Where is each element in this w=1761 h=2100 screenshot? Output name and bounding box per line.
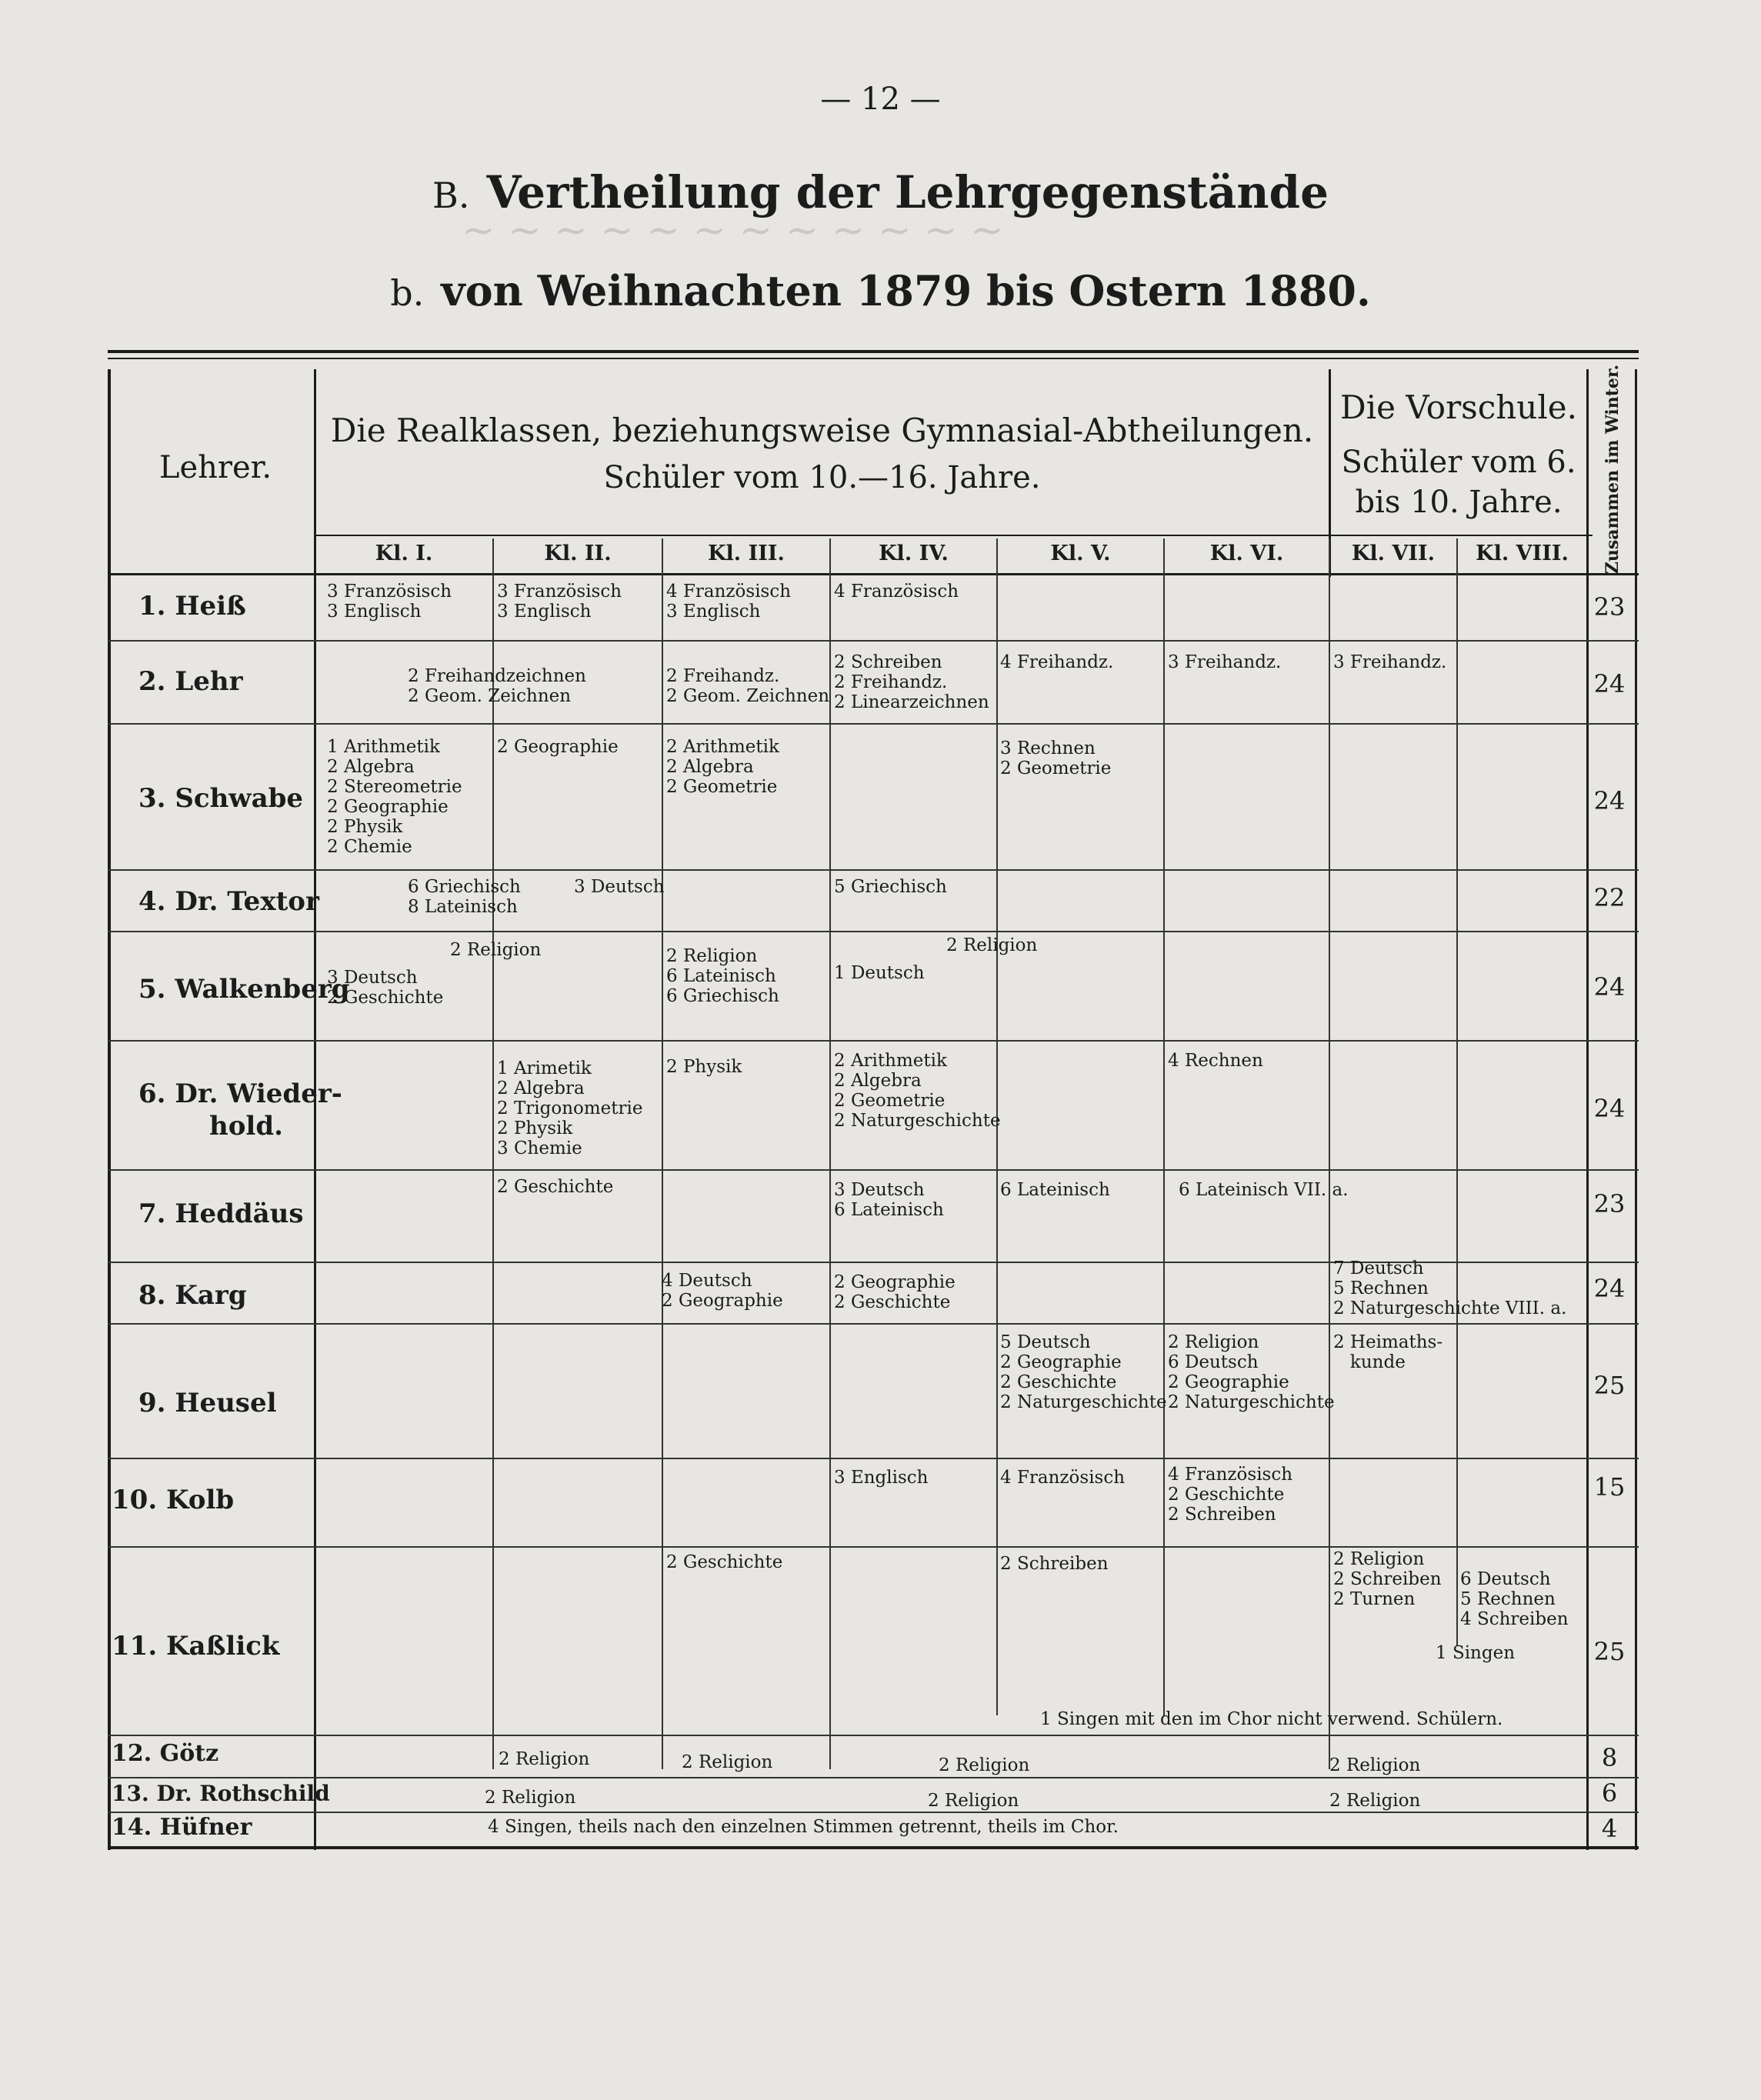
cell-subjects: 6 Deutsch 5 Rechnen 4 Schreiben xyxy=(1460,1569,1569,1629)
row-sep-8 xyxy=(108,1323,1639,1325)
total-value: 23 xyxy=(1593,592,1626,622)
row-sep-2 xyxy=(108,723,1639,725)
rule-classes-bottom xyxy=(108,573,1639,575)
cell-subjects: 3 Englisch xyxy=(834,1468,929,1488)
cell-subjects: 2 Religion xyxy=(1329,1755,1421,1775)
cell-subjects: 2 Religion xyxy=(928,1791,1019,1811)
rule-header-bottom xyxy=(315,535,1593,536)
row-sep-9 xyxy=(108,1458,1639,1459)
col-teacher-sep xyxy=(314,369,316,1850)
cell-subjects: 5 Griechisch xyxy=(834,877,947,897)
cell-subjects: 4 Französisch xyxy=(834,582,959,602)
cell-subjects: 1 Arimetik 2 Algebra 2 Trigonometrie 2 Physik 3 Chemie xyxy=(497,1058,643,1158)
cell-subjects: 3 Französisch 3 Englisch xyxy=(497,582,622,622)
title-text: Vertheilung der Lehrgegenstände xyxy=(486,166,1329,218)
cell-subjects: 2 Religion xyxy=(1329,1791,1421,1811)
cell-subjects: 2 Religion xyxy=(682,1752,773,1772)
teacher-name: 3. Schwabe xyxy=(138,783,304,814)
class-5: Kl. V. xyxy=(1050,542,1111,565)
class-7: Kl. VII. xyxy=(1351,542,1436,565)
total-value: 25 xyxy=(1593,1637,1626,1666)
total-value: 24 xyxy=(1593,786,1626,815)
total-value: 24 xyxy=(1593,669,1626,698)
cell-subjects: 2 Freihandzeichnen 2 Geom. Zeichnen xyxy=(408,666,586,706)
teacher-name: 10. Kolb xyxy=(112,1485,235,1515)
frame-left xyxy=(108,369,111,1850)
title-letter: B. xyxy=(432,175,470,216)
cell-subjects: 1 Singen mit den im Chor nicht verwend. Schülern. xyxy=(1040,1709,1503,1729)
row-sep-11 xyxy=(108,1735,1639,1736)
page-subtitle xyxy=(0,266,1761,315)
subtitle-letter: b. xyxy=(390,272,425,314)
cell-subjects: 2 Geographie xyxy=(497,737,619,757)
cell-subjects: 3 Deutsch 2 Geschichte xyxy=(327,968,444,1008)
cell-subjects: 1 Deutsch xyxy=(834,963,925,983)
cell-subjects: 3 Freihandz. xyxy=(1333,652,1447,672)
cell-subjects: 2 Religion 2 Schreiben 2 Turnen xyxy=(1333,1549,1442,1609)
class-4: Kl. IV. xyxy=(879,542,949,565)
cell-subjects: 2 Arithmetik 2 Algebra 2 Geometrie 2 Naturgeschichte xyxy=(834,1051,1001,1131)
row-sep-3 xyxy=(108,869,1639,871)
teacher-name: 13. Dr. Rothschild xyxy=(112,1781,330,1806)
cell-subjects: 2 Arithmetik 2 Algebra 2 Geometrie xyxy=(666,737,779,797)
cell-subjects: 3 Deutsch 6 Lateinisch xyxy=(834,1180,944,1220)
bleed-through-text: ~ ~ ~ ~ ~ ~ ~ ~ ~ ~ ~ ~ xyxy=(462,208,1004,254)
cell-subjects: 4 Rechnen xyxy=(1168,1051,1263,1071)
total-value: 22 xyxy=(1593,883,1626,912)
col-sep-5 xyxy=(1163,538,1165,1715)
cell-subjects: 2 Religion xyxy=(499,1749,590,1769)
header-vor-sub2: bis 10. Jahre. xyxy=(1355,485,1563,520)
row-sep-4 xyxy=(108,931,1639,932)
cell-subjects: 2 Religion xyxy=(450,940,542,960)
total-value: 4 xyxy=(1601,1814,1618,1843)
cell-subjects: 2 Schreiben xyxy=(1000,1554,1109,1574)
class-8: Kl. VIII. xyxy=(1476,542,1569,565)
cell-subjects: 2 Geschichte xyxy=(497,1177,614,1197)
total-value: 25 xyxy=(1593,1371,1626,1400)
cell-subjects: 2 Religion xyxy=(939,1755,1030,1775)
cell-subjects: 2 Heimaths- kunde xyxy=(1333,1332,1443,1372)
teacher-name: 9. Heusel xyxy=(138,1388,277,1418)
cell-subjects: 4 Französisch xyxy=(1000,1468,1126,1488)
cell-subjects: 4 Französisch 2 Geschichte 2 Schreiben xyxy=(1168,1465,1293,1525)
header-total-text: Zusammen im Winter. xyxy=(1603,364,1623,575)
cell-subjects: 2 Physik xyxy=(666,1057,742,1077)
cell-subjects: 6 Lateinisch xyxy=(1000,1180,1110,1200)
total-value: 15 xyxy=(1593,1472,1626,1502)
cell-subjects: 5 Deutsch 2 Geographie 2 Geschichte 2 Naturgeschichte xyxy=(1000,1332,1167,1412)
cell-subjects: 6 Griechisch 8 Lateinisch xyxy=(408,877,521,917)
cell-subjects: 4 Singen, theils nach den einzelnen Stimmen getrennt, theils im Chor. xyxy=(488,1817,1119,1837)
row-sep-6 xyxy=(108,1169,1639,1171)
teacher-name: 8. Karg xyxy=(138,1280,247,1311)
total-value: 24 xyxy=(1593,972,1626,1002)
cell-subjects: 2 Schreiben 2 Freihandz. 2 Linearzeichnen xyxy=(834,652,989,712)
class-3: Kl. III. xyxy=(708,542,785,565)
cell-subjects: 6 Lateinisch VII. a. xyxy=(1179,1180,1349,1200)
total-value: 24 xyxy=(1593,1094,1626,1123)
rule-bottom xyxy=(108,1846,1639,1849)
teacher-name: 6. Dr. Wieder- xyxy=(138,1078,342,1109)
total-value: 24 xyxy=(1593,1274,1626,1303)
cell-subjects: 4 Freihandz. xyxy=(1000,652,1114,672)
cell-subjects: 3 Deutsch xyxy=(574,877,665,897)
teacher-name: 11. Kaßlick xyxy=(112,1631,280,1662)
class-1: Kl. I. xyxy=(375,542,433,565)
rule-top-2 xyxy=(108,358,1639,359)
cell-subjects: 4 Deutsch 2 Geographie xyxy=(662,1271,783,1311)
rule-top-1 xyxy=(108,350,1639,353)
row-sep-13 xyxy=(108,1812,1639,1813)
cell-subjects: 2 Geographie 2 Geschichte xyxy=(834,1272,956,1312)
cell-subjects: 3 Französisch 3 Englisch xyxy=(327,582,452,622)
row-sep-1 xyxy=(108,640,1639,642)
cell-subjects: 4 Französisch 3 Englisch xyxy=(666,582,792,622)
teacher-name-cont: hold. xyxy=(209,1111,283,1142)
cell-subjects: 2 Geschichte xyxy=(666,1552,783,1572)
cell-subjects: 2 Religion 6 Lateinisch 6 Griechisch xyxy=(666,946,779,1006)
header-real-sub: Schüler vom 10.—16. Jahre. xyxy=(603,460,1041,495)
cell-subjects: 1 Arithmetik 2 Algebra 2 Stereometrie 2 Geographie 2 Physik 2 Chemie xyxy=(327,737,462,857)
teacher-name: 14. Hüfner xyxy=(112,1814,252,1841)
class-6: Kl. VI. xyxy=(1209,542,1284,565)
cell-subjects: 2 Religion 6 Deutsch 2 Geographie 2 Naturgeschichte xyxy=(1168,1332,1335,1412)
header-total xyxy=(1589,364,1636,575)
total-value: 8 xyxy=(1601,1743,1618,1772)
total-value: 6 xyxy=(1601,1778,1618,1808)
total-value: 23 xyxy=(1593,1189,1626,1218)
class-2: Kl. II. xyxy=(544,542,612,565)
cell-subjects: 2 Religion xyxy=(946,935,1038,955)
cell-subjects: 2 Freihandz. 2 Geom. Zeichnen xyxy=(666,666,830,706)
row-sep-5 xyxy=(108,1040,1639,1042)
cell-subjects: 3 Freihandz. xyxy=(1168,652,1282,672)
cell-subjects: 3 Rechnen 2 Geometrie xyxy=(1000,738,1112,778)
header-real-title: Die Realklassen, beziehungsweise Gymnasial-Abtheilungen. xyxy=(330,412,1314,449)
teacher-name: 1. Heiß xyxy=(138,591,246,622)
teacher-name: 2. Lehr xyxy=(138,666,243,697)
header-teacher: Lehrer. xyxy=(158,450,272,485)
teacher-name: 7. Heddäus xyxy=(138,1198,304,1229)
row-sep-10 xyxy=(108,1546,1639,1548)
page-title xyxy=(0,166,1761,218)
col-sep-7 xyxy=(1456,538,1458,1646)
cell-subjects: 1 Singen xyxy=(1436,1643,1516,1663)
row-sep-12 xyxy=(108,1777,1639,1778)
header-vor-sub1: Schüler vom 6. xyxy=(1341,445,1576,480)
teacher-name: 5. Walkenberg xyxy=(138,974,350,1005)
page-number: — 12 — xyxy=(820,82,941,117)
cell-subjects: 2 Religion xyxy=(485,1788,576,1808)
header-vor-title: Die Vorschule. xyxy=(1340,388,1577,426)
teacher-name: 12. Götz xyxy=(112,1740,219,1767)
frame-right xyxy=(1635,369,1637,1850)
cell-subjects: 7 Deutsch 5 Rechnen 2 Naturgeschichte VIII. a. xyxy=(1333,1258,1567,1318)
subtitle-text: von Weihnachten 1879 bis Ostern 1880. xyxy=(441,266,1371,315)
teacher-name: 4. Dr. Textor xyxy=(138,886,319,917)
